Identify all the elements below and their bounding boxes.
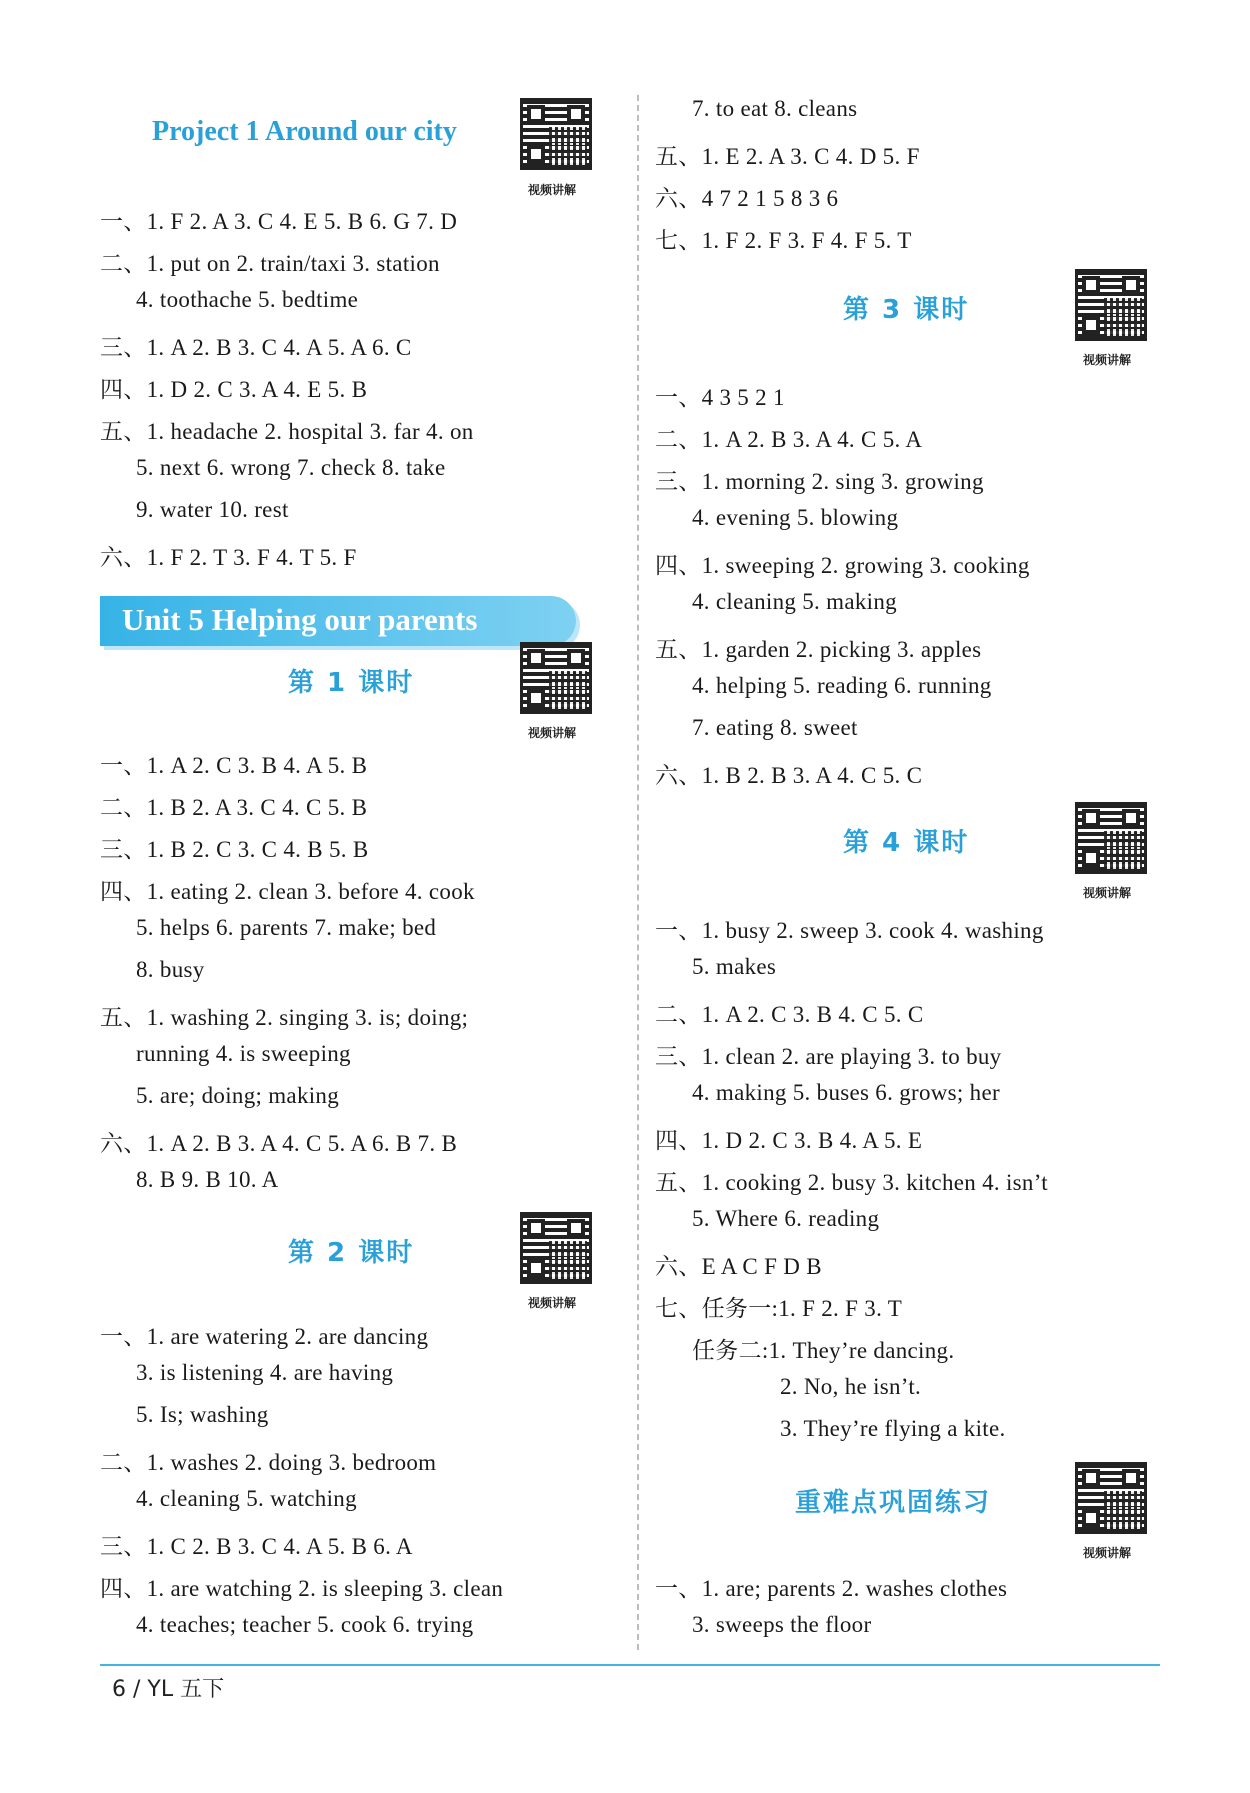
answer-line: 8. busy [136,957,205,982]
answer-line: 4. teaches; teacher 5. cook 6. trying [136,1612,474,1637]
unit-banner [100,596,576,646]
qr-code-lesson2[interactable] [520,1212,592,1284]
answer-line: 二、1. washes 2. doing 3. bedroom [100,1450,437,1475]
answer-line: 四、1. are watching 2. is sleeping 3. clean [100,1576,504,1601]
project-title: Project 1 Around our city [152,116,457,147]
lesson-4-title: 第 4 课时 [843,828,970,858]
answer-line: 五、1. washing 2. singing 3. is; doing; [100,1005,469,1030]
answer-line: 七、1. F 2. F 3. F 4. F 5. T [655,228,912,253]
answer-line: 9. water 10. rest [136,497,289,522]
qr-caption: 视频讲解 [1083,1546,1132,1560]
answer-line: 二、1. B 2. A 3. C 4. C 5. B [100,795,368,820]
answer-line: 五、1. headache 2. hospital 3. far 4. on [100,419,474,444]
answer-line: 二、1. A 2. C 3. B 4. C 5. C [655,1002,924,1027]
answer-line: 七、任务一:1. F 2. F 3. T [655,1296,903,1321]
answer-line: 一、1. busy 2. sweep 3. cook 4. washing [655,918,1044,943]
answer-line: 4. helping 5. reading 6. running [692,673,992,698]
answer-line: 一、1. are watering 2. are dancing [100,1324,429,1349]
answer-line: 5. are; doing; making [136,1083,340,1108]
answer-line: 4. making 5. buses 6. grows; her [692,1080,1000,1105]
answer-line: 四、1. sweeping 2. growing 3. cooking [655,553,1030,578]
qr-caption: 视频讲解 [1083,886,1132,900]
answer-line: 5. makes [692,954,777,979]
answer-line: 3. sweeps the floor [692,1612,872,1637]
answer-line: 六、E A C F D B [655,1254,822,1279]
answer-line: 三、1. A 2. B 3. C 4. A 5. A 6. C [100,335,412,360]
answer-line: 3. is listening 4. are having [136,1360,394,1385]
qr-caption: 视频讲解 [1083,353,1132,367]
answer-line: 5. next 6. wrong 7. check 8. take [136,455,446,480]
answer-line: 二、1. put on 2. train/taxi 3. station [100,251,440,276]
qr-caption: 视频讲解 [528,726,577,740]
answer-line: 2. No, he isn’t. [780,1374,922,1399]
answer-line: 任务二:1. They’re dancing. [692,1338,955,1363]
qr-code-lesson3[interactable] [1075,269,1147,341]
page-footer: 6 / YL 五下 [112,1677,225,1702]
column-divider [637,95,639,1650]
answer-line: 二、1. A 2. B 3. A 4. C 5. A [655,427,923,452]
lesson-3-title: 第 3 课时 [843,295,970,325]
answer-line: 5. Is; washing [136,1402,269,1427]
answer-line: 7. to eat 8. cleans [692,96,858,121]
qr-code-lesson1[interactable] [520,642,592,714]
answer-line: 4. cleaning 5. making [692,589,897,614]
qr-caption: 视频讲解 [528,1296,577,1310]
answer-line: 五、1. E 2. A 3. C 4. D 5. F [655,144,920,169]
answer-line: 四、1. D 2. C 3. B 4. A 5. E [655,1128,923,1153]
footer-rule [100,1664,1160,1666]
qr-code-review[interactable] [1075,1462,1147,1534]
answer-line: 一、1. F 2. A 3. C 4. E 5. B 6. G 7. D [100,209,458,234]
unit-title: Unit 5 Helping our parents [122,602,478,637]
answer-line: 5. Where 6. reading [692,1206,880,1231]
answer-line: 四、1. D 2. C 3. A 4. E 5. B [100,377,368,402]
answer-line: 3. They’re flying a kite. [780,1416,1006,1441]
answer-line: 六、1. F 2. T 3. F 4. T 5. F [100,545,357,570]
answer-line: running 4. is sweeping [136,1041,351,1066]
answer-line: 一、1. are; parents 2. washes clothes [655,1576,1008,1601]
answer-line: 7. eating 8. sweet [692,715,858,740]
qr-caption: 视频讲解 [528,183,577,197]
answer-line: 4. toothache 5. bedtime [136,287,359,312]
answer-line: 六、4 7 2 1 5 8 3 6 [655,186,839,211]
qr-code-project1[interactable] [520,98,592,170]
answer-line: 五、1. cooking 2. busy 3. kitchen 4. isn’t [655,1170,1048,1195]
qr-code-lesson4[interactable] [1075,802,1147,874]
answer-line: 四、1. eating 2. clean 3. before 4. cook [100,879,475,904]
answer-line: 5. helps 6. parents 7. make; bed [136,915,437,940]
lesson-1-title: 第 1 课时 [288,668,415,698]
answer-line: 六、1. A 2. B 3. A 4. C 5. A 6. B 7. B [100,1131,458,1156]
answer-line: 4. evening 5. blowing [692,505,899,530]
lesson-2-title: 第 2 课时 [288,1238,415,1268]
answer-line: 三、1. C 2. B 3. C 4. A 5. B 6. A [100,1534,413,1559]
answer-line: 三、1. morning 2. sing 3. growing [655,469,984,494]
answer-line: 一、1. A 2. C 3. B 4. A 5. B [100,753,368,778]
answer-line: 三、1. B 2. C 3. C 4. B 5. B [100,837,369,862]
answer-line: 8. B 9. B 10. A [136,1167,279,1192]
review-title: 重难点巩固练习 [795,1488,992,1518]
answer-line: 六、1. B 2. B 3. A 4. C 5. C [655,763,923,788]
answer-line: 4. cleaning 5. watching [136,1486,357,1511]
answer-line: 五、1. garden 2. picking 3. apples [655,637,982,662]
answer-line: 一、4 3 5 2 1 [655,385,785,410]
answer-line: 三、1. clean 2. are playing 3. to buy [655,1044,1002,1069]
